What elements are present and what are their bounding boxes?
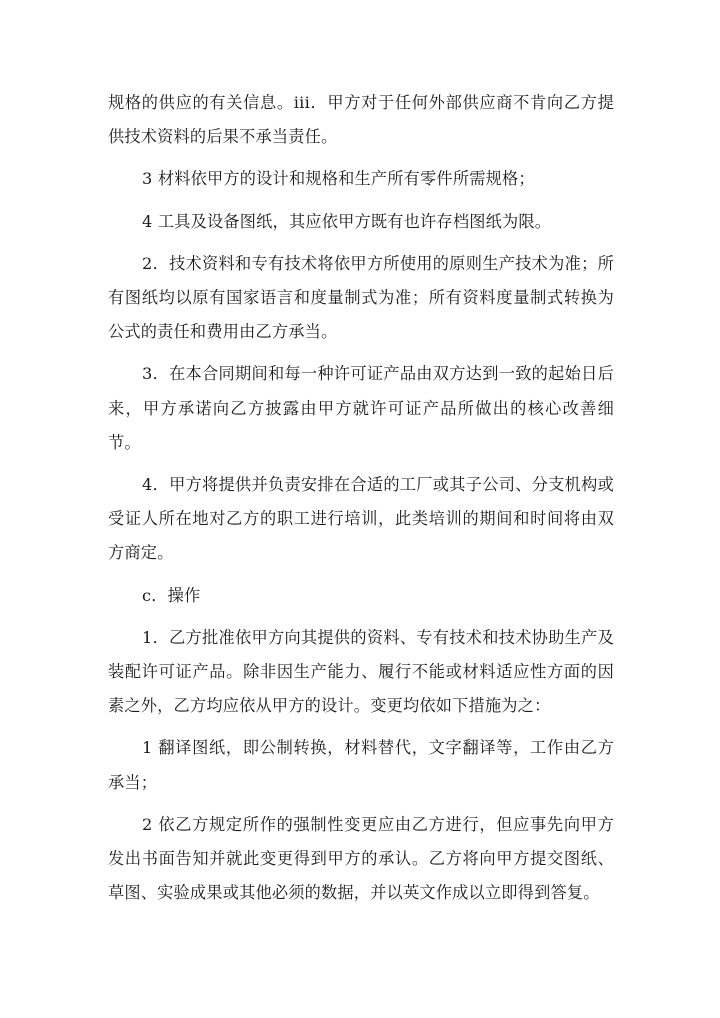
paragraph-2: 3 材料依甲方的设计和规格和生产所有零件所需规格； <box>142 169 535 189</box>
document-body <box>108 86 614 918</box>
paragraph-6: 4．甲方将提供并负责安排在合适的工厂或其子公司、分支机构或受证人所在地对乙方的职工进行培训，此类培训的期间和时间将由双方商定。 <box>108 475 614 563</box>
section-heading-operation: c．操作 <box>142 585 201 605</box>
paragraph-1: 规格的供应的有关信息。iii．甲方对于任何外部供应商不肯向乙方提供技术资料的后果不承当责任。 <box>108 93 614 147</box>
paragraph-3: 4 工具及设备图纸，其应依甲方既有也许存档图纸为限。 <box>142 211 552 231</box>
paragraph-8: 1．乙方批准依甲方向其提供的资料、专有技术和技术协助生产及装配许可证产品。除非因生产能力、履行不能或材料适应性方面的因素之外，乙方均应依从甲方的设计。变更均依如下措施为之： <box>108 627 614 716</box>
paragraph-9: 1 翻译图纸，即公制转换，材料替代，文字翻译等，工作由乙方承当； <box>108 738 614 792</box>
paragraph-5: 3．在本合同期间和每一种许可证产品由双方达到一致的起始日后来，甲方承诺向乙方披露由甲方就许可证产品所做出的核心改善细节。 <box>108 364 614 452</box>
paragraph-10: 2 依乙方规定所作的强制性变更应由乙方进行，但应事先向甲方发出书面告知并就此变更得到甲方的承认。乙方将向甲方提交图纸、草图、实验成果或其他必须的数据，并以英文作成以立即得到答复。 <box>108 814 614 903</box>
paragraph-4: 2．技术资料和专有技术将依甲方所使用的原则生产技术为准；所有图纸均以原有国家语言和度量制式为准；所有资料度量制式转换为公式的责任和费用由乙方承当。 <box>108 253 614 342</box>
